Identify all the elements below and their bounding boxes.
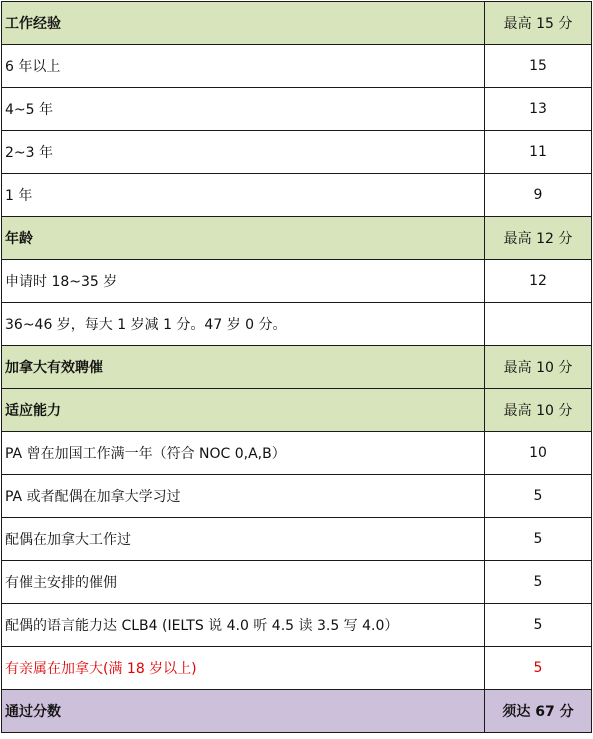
row-points: 最高 10 分	[485, 389, 592, 432]
section-row-age	[2, 217, 592, 260]
row-points: 最高 10 分	[485, 346, 592, 389]
table-row	[2, 432, 592, 475]
row-points: 5	[485, 561, 592, 604]
row-points: 15	[485, 45, 592, 88]
table-row	[2, 475, 592, 518]
section-row-adaptability	[2, 389, 592, 432]
row-label: PA 或者配偶在加拿大学习过	[2, 475, 485, 518]
row-points: 12	[485, 260, 592, 303]
table-row	[2, 303, 592, 346]
row-label: PA 曾在加国工作满一年（符合 NOC 0,A,B）	[2, 432, 485, 475]
table-row	[2, 518, 592, 561]
table-row	[2, 260, 592, 303]
row-points: 11	[485, 131, 592, 174]
row-label: 配偶的语言能力达 CLB4 (IELTS 说 4.0 听 4.5 读 3.5 写 4.0）	[2, 604, 485, 647]
row-points	[485, 303, 592, 346]
row-points: 最高 12 分	[485, 217, 592, 260]
section-row-job-offer	[2, 346, 592, 389]
points-table	[1, 1, 592, 733]
row-points: 5	[485, 518, 592, 561]
row-label: 有亲属在加拿大(满 18 岁以上)	[2, 647, 485, 690]
table-row	[2, 174, 592, 217]
row-points: 5	[485, 604, 592, 647]
row-points: 须达 67 分	[485, 690, 592, 733]
row-label: 配偶在加拿大工作过	[2, 518, 485, 561]
row-label: 加拿大有效聘催	[2, 346, 485, 389]
table-row	[2, 88, 592, 131]
row-points: 5	[485, 647, 592, 690]
highlighted-row-relatives	[2, 647, 592, 690]
row-label: 年龄	[2, 217, 485, 260]
row-label: 1 年	[2, 174, 485, 217]
row-label: 工作经验	[2, 2, 485, 45]
table-row	[2, 561, 592, 604]
row-points: 10	[485, 432, 592, 475]
row-points: 9	[485, 174, 592, 217]
table-row	[2, 131, 592, 174]
row-label: 适应能力	[2, 389, 485, 432]
row-label: 36~46 岁，每大 1 岁减 1 分。47 岁 0 分。	[2, 303, 485, 346]
row-label: 通过分数	[2, 690, 485, 733]
total-row-pass-score	[2, 690, 592, 733]
row-label: 4~5 年	[2, 88, 485, 131]
table-row	[2, 604, 592, 647]
row-points: 5	[485, 475, 592, 518]
section-row-work-experience	[2, 2, 592, 45]
row-points: 最高 15 分	[485, 2, 592, 45]
row-label: 有催主安排的催佣	[2, 561, 485, 604]
row-label: 申请时 18~35 岁	[2, 260, 485, 303]
row-label: 2~3 年	[2, 131, 485, 174]
table-row	[2, 45, 592, 88]
row-points: 13	[485, 88, 592, 131]
row-label: 6 年以上	[2, 45, 485, 88]
